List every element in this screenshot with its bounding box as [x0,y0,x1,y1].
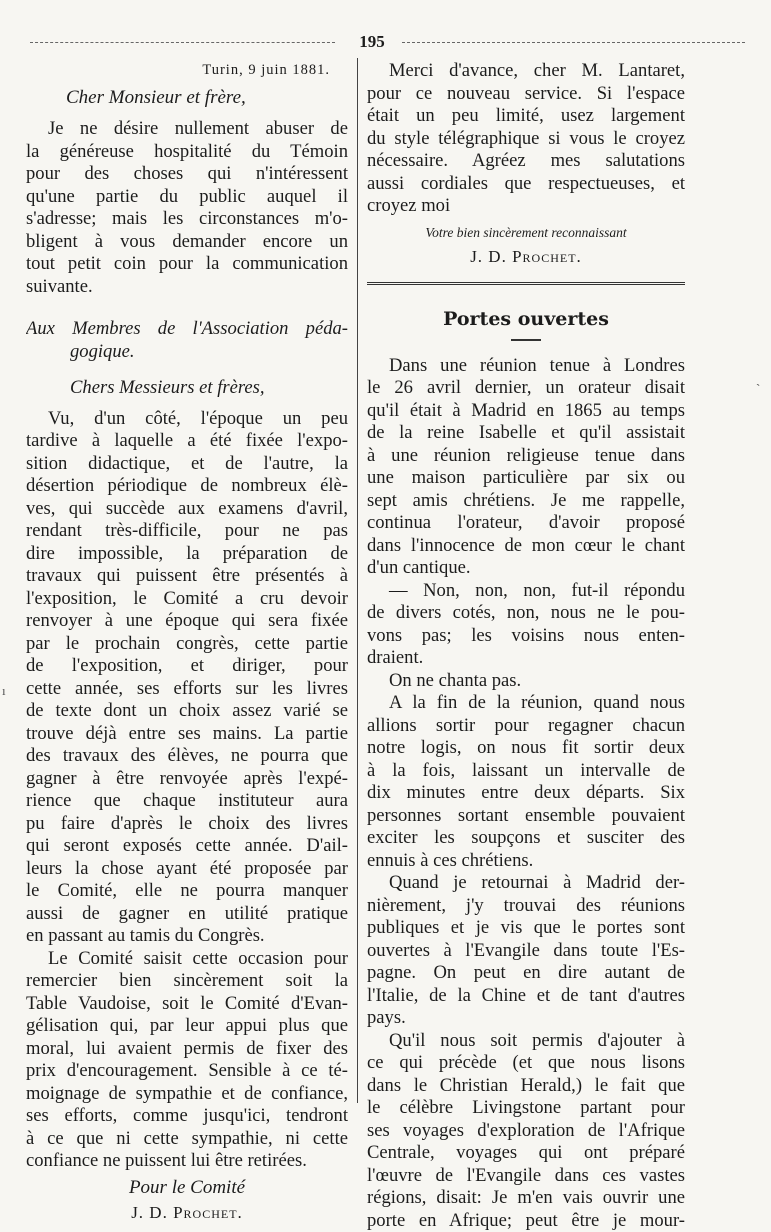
text-line: pagne. On peut en dire autant de [367,962,685,985]
text-line: Centrale, voyages qui ont préparé [367,1142,685,1165]
margin-mark: ˋ [756,381,760,397]
text-line: la généreuse hospitalité du Témoin [26,141,348,164]
text-line: à une réunion religieuse tenue dans [367,445,685,468]
text-line: vons pas; les voisins nous enten- [367,625,685,648]
text-line: pu faire d'après le choix des livres [26,813,348,836]
text-line: rendant très-difficile, pour ne pas [26,520,348,543]
text-line: ce qui précède (et que nous lisons [367,1052,685,1075]
text-line: A la fin de la réunion, quand nous [367,692,685,715]
greeting: Chers Messieurs et frères, [26,377,348,400]
body-paragraph [26,408,348,948]
letter-date: Turin, 9 juin 1881. [26,60,348,80]
text-line: le Comité, elle ne pourra manquer [26,880,348,903]
margin-mark: ı [2,683,6,699]
text-line: gagner à être renvoyée après l'expé- [26,768,348,791]
text-line: confiance ne puissent lui être retirées. [26,1150,348,1173]
text-line: notre logis, on nous fit sortir deux [367,737,685,760]
text-line: nièrement, j'y trouvai des réunions [367,895,685,918]
text-line: Le Comité saisit cette occasion pour [26,948,348,971]
text-line: personnes sortant ensemble pouvaient [367,805,685,828]
text-line: pour des choses qui n'intéressent [26,163,348,186]
text-line: pour ce nouveau service. Si l'espace [367,83,685,106]
text-line: l'exposition, le Comité a cru devoir [26,588,348,611]
intro-paragraph [26,118,348,298]
text-line: par le prochain congrès, cette partie [26,633,348,656]
closing-paragraph [367,60,685,218]
text-line: de divers cotés, non, nous ne le pou- [367,602,685,625]
article-paragraph-2 [367,580,685,670]
text-line: Quand je retournai à Madrid der- [367,872,685,895]
text-line: leurs la chose ayant été proposée par [26,858,348,881]
text-line: travaux qui puissent être présentés à [26,565,348,588]
article-title: Portes ouvertes [367,307,685,331]
page-number: 195 [348,32,396,52]
text-line: tardive à laquelle a été fixée l'expo- [26,430,348,453]
text-line: moral, lui avaient permis de fixer des [26,1038,348,1061]
text-line: du style télégraphique si vous le croyez [367,128,685,151]
text-line: rience que chaque instituteur aura [26,790,348,813]
title-dash [511,339,541,341]
text-line: publiques et je vis que le portes sont [367,917,685,940]
text-line: l'Italie, de la Chine et de tant d'autres [367,985,685,1008]
text-line: sept amis chrétiens. Je me rappelle, [367,490,685,513]
text-line: draient. [367,647,685,670]
text-line: de texte dont un choix assez varié se [26,700,348,723]
signature-name: J. D. Prochet. [26,1200,348,1225]
article-paragraph-5 [367,872,685,1030]
left-column [26,60,348,1225]
text-line: était un peu limité, usez largement [367,105,685,128]
text-line: de l'exposition, et diriger, pour [26,655,348,678]
body-paragraph-2 [26,948,348,1173]
text-line: Table Vaudoise, soit le Comité d'Evan- [26,993,348,1016]
text-line: ouvertes à l'Evangile dans toute l'Es- [367,940,685,963]
header-rule-left [30,42,335,43]
text-line: suivante. [26,276,348,299]
text-line: aussi de gagner en utilité pratique [26,903,348,926]
text-line: nécessaire. Agréez mes salutations [367,150,685,173]
text-line: bligent à vous demander encore un [26,231,348,254]
text-line: — Non, non, non, fut-il répondu [367,580,685,603]
text-line: dans le Christian Herald,) le fait que [367,1075,685,1098]
text-line: ses voyages d'exploration de l'Afrique [367,1120,685,1143]
text-line: en passant au tamis du Congrès. [26,925,348,948]
text-line: à la fois, laissant un intervalle de [367,760,685,783]
address-line: Aux Membres de l'Association péda- [26,318,348,341]
text-line: Vu, d'un côté, l'époque un peu [26,408,348,431]
text-line: allions sortir pour regagner chacun [367,715,685,738]
text-line: ennuis à ces chrétiens. [367,850,685,873]
text-line: continua l'orateur, d'avoir proposé [367,512,685,535]
signature-for: Pour le Comité [26,1175,348,1200]
text-line: porte en Afrique; peut être je mour- [367,1210,685,1232]
text-line: croyez moi [367,195,685,218]
text-line: gélisation qui, par leur appui plus que [26,1015,348,1038]
text-line: Dans une réunion tenue à Londres [367,355,685,378]
letter-salutation: Cher Monsieur et frère, [26,86,348,110]
text-line: prix d'encouragement. Sensible à ce té- [26,1060,348,1083]
address-line: gogique. [26,341,348,364]
text-line: ses efforts, comme jusqu'ici, tendront [26,1105,348,1128]
text-line: Qu'il nous soit permis d'ajouter à [367,1030,685,1053]
text-line: dix minutes entre deux départs. Six [367,782,685,805]
text-line: moignage de sympathie et de confiance, [26,1083,348,1106]
closing-signature: J. D. Prochet. [367,244,685,270]
text-line: ves, qui succède aux examens d'avril, [26,498,348,521]
text-line: s'adresse; mais les circonstances m'o- [26,208,348,231]
text-line: à ce que ni cette sympathie, ni cette [26,1128,348,1151]
text-line: désertion périodique de nombreux élè- [26,475,348,498]
article-paragraph-1 [367,355,685,580]
text-line: dans l'innocence de mon cœur le chant [367,535,685,558]
text-line: régions, disait: Je m'en vais ouvrir une [367,1187,685,1210]
text-line: le 26 avril dernier, un orateur disait [367,377,685,400]
article-paragraph-4 [367,692,685,872]
article-paragraph-6 [367,1030,685,1232]
column-divider [357,58,358,1103]
text-line: l'œuvre de l'Evangile dans ces vastes [367,1165,685,1188]
text-line: sition didactique, et de l'autre, la [26,453,348,476]
text-line: exciter les soupçons et susciter des [367,827,685,850]
text-line: trouve déjà entre ses mains. La partie [26,723,348,746]
text-line: Je ne désire nullement abuser de [26,118,348,141]
text-line: remercier bien sincèrement soit la [26,970,348,993]
text-line: tout petit coin pour la communication [26,253,348,276]
right-column [367,60,685,1232]
text-line: qu'il était à Madrid en 1865 au temps [367,400,685,423]
text-line: qui seront exposés cette année. D'ail- [26,835,348,858]
text-line: aussi cordiales que respectueuses, et [367,173,685,196]
text-line: dire impossible, la préparation de [26,543,348,566]
text-line: le célèbre Livingstone partant pour [367,1097,685,1120]
article-paragraph-3: On ne chanta pas. [367,670,685,693]
section-rule [367,282,685,285]
closing-formula: Votre bien sincèrement reconnaissant [367,222,685,244]
text-line: renvoyer à une époque qui sera fixée [26,610,348,633]
header-rule-right [402,42,745,43]
page-header [30,32,745,52]
text-line: d'un cantique. [367,557,685,580]
text-line: pays. [367,1007,685,1030]
text-line: de la reine Isabelle et qu'il assistait [367,422,685,445]
text-line: des travaux des élèves, ne pourra que [26,745,348,768]
text-line: cette année, ses efforts sur les livres [26,678,348,701]
text-line: Merci d'avance, cher M. Lantaret, [367,60,685,83]
text-line: une maison particulière par six ou [367,467,685,490]
text-line: qu'une partie du public auquel il [26,186,348,209]
